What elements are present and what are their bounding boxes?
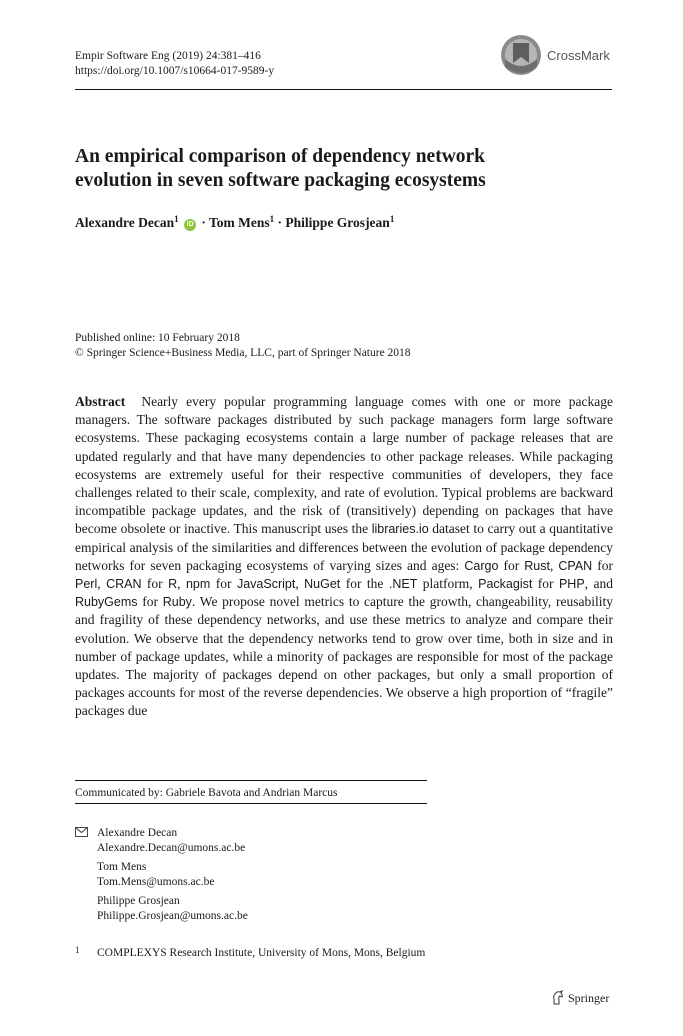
contact-entry	[97, 894, 248, 923]
language-name: Ruby	[162, 595, 192, 610]
affiliation-text: COMPLEXYS Research Institute, University of Mons, Mons, Belgium	[97, 947, 426, 959]
abstract-text: for the	[340, 576, 389, 592]
crossmark-badge[interactable]	[499, 33, 619, 81]
crossmark-label: CrossMark	[547, 48, 610, 63]
contact-name: Alexandre Decan	[97, 827, 178, 839]
crossmark-logo-icon	[499, 33, 543, 77]
abstract	[75, 393, 613, 721]
contact-entry	[97, 826, 248, 855]
abstract-text: Nearly every popular programming language comes with one or more package managers. The software packages distributed by such package managers form large software ecosystems. These packaging ecosystems contain a large number of package releases that are updated regularly and that have many dependencies to other package releases. While packaging ecosystems are extremely useful for their respective communities of developers, they face challenges related to their scale, complexity, and rate of evolution. Typical problems are backward incompatible package updates, and the risk of (transitively) depending on packages that have become obsolete or inactive. This manuscript uses the	[75, 394, 614, 537]
contact-name: Tom Mens	[97, 861, 147, 873]
abstract-text: dataset to carry out a quantitative empirical analysis of the similarities and differences between the evolution of package dependency networks for seven packaging ecosystems of varying sizes and ages:	[75, 521, 613, 573]
copyright-notice: © Springer Science+Business Media, LLC, part of Springer Nature 2018	[75, 347, 411, 359]
publisher-logo	[551, 990, 609, 1006]
contact-email[interactable]: Tom.Mens@umons.ac.be	[97, 875, 215, 888]
author-separator: ·	[198, 215, 210, 230]
author-decan[interactable]: Alexandre Decan	[75, 215, 175, 230]
title-line-1: An empirical comparison of dependency network	[75, 146, 486, 167]
language-name: .NET	[388, 577, 418, 592]
abstract-text: for	[532, 576, 559, 592]
contact-name: Philippe Grosjean	[97, 895, 180, 907]
abstract-text: for	[141, 576, 169, 592]
abstract-text: for	[210, 576, 237, 592]
ecosystem-name: CRAN	[106, 577, 142, 592]
paper-title	[75, 145, 615, 193]
ecosystem-name: Packagist	[478, 577, 533, 592]
ecosystem-name: npm	[185, 577, 211, 592]
abstract-text: for	[592, 557, 613, 573]
language-name: R	[168, 577, 178, 592]
abstract-text: ,	[97, 576, 107, 592]
author-separator: ·	[274, 215, 286, 230]
abstract-text: ,	[549, 557, 559, 573]
title-line-2: evolution in seven software packaging ecosystems	[75, 170, 486, 191]
abstract-text: . We propose novel metrics to capture the growth, changeability, reusability and fragility of these dependency networks, and use these metrics to analyze and compare their evolution. We observe that the dependency networks tend to grow over time, both in size and in number of package updates, while a minority of packages are responsible for most of the package updates. The majority of packages depend on other packages, but only a small proportion of packages accounts for most of the reverse dependencies. We observe a high proportion of “fragile” packages due	[75, 594, 613, 719]
affil-ref: 1	[174, 214, 179, 224]
affiliation-number: 1	[75, 945, 80, 955]
abstract-label: Abstract	[75, 394, 126, 409]
corresponding-contacts	[97, 826, 248, 928]
abstract-text: , and	[584, 576, 613, 592]
contact-email[interactable]: Alexandre.Decan@umons.ac.be	[97, 841, 246, 854]
springer-horse-icon	[551, 990, 565, 1005]
abstract-text: platform,	[417, 576, 479, 592]
abstract-text: for	[498, 557, 525, 573]
ecosystem-name: CPAN	[558, 558, 593, 573]
author-list	[75, 214, 394, 231]
affiliation	[75, 945, 425, 959]
orcid-icon[interactable]: iD	[184, 219, 196, 231]
affil-ref: 1	[389, 214, 395, 224]
author-mens[interactable]: Tom Mens	[209, 215, 270, 230]
ecosystem-name: Cargo	[464, 558, 499, 573]
author-grosjean[interactable]: Philippe Grosjean	[285, 215, 390, 230]
language-name: Rust	[524, 558, 550, 573]
abstract-text: for	[137, 594, 163, 610]
footnote-rule	[75, 803, 427, 804]
dataset-name: libraries.io	[371, 522, 429, 537]
abstract-text: ,	[177, 576, 186, 592]
language-name: JavaScript	[236, 577, 296, 592]
language-name: PHP	[558, 577, 585, 592]
doi-link[interactable]: https://doi.org/10.1007/s10664-017-9589-y	[75, 65, 275, 77]
footnote-rule	[75, 780, 427, 781]
communicated-by: Communicated by: Gabriele Bavota and Andrian Marcus	[75, 787, 338, 799]
contact-entry	[97, 860, 248, 889]
contact-email[interactable]: Philippe.Grosjean@umons.ac.be	[97, 909, 248, 922]
affil-ref: 1	[269, 214, 275, 224]
publisher-name: Springer	[568, 991, 610, 1005]
publication-info	[75, 331, 411, 361]
abstract-text: ,	[295, 576, 305, 592]
language-name: Perl	[75, 577, 98, 592]
envelope-icon	[75, 827, 88, 837]
journal-citation: Empir Software Eng (2019) 24:381–416	[75, 50, 261, 62]
header-rule	[75, 89, 612, 90]
ecosystem-name: RubyGems	[75, 595, 138, 610]
ecosystem-name: NuGet	[304, 577, 341, 592]
published-date: Published online: 10 February 2018	[75, 332, 240, 344]
journal-header	[75, 49, 274, 79]
